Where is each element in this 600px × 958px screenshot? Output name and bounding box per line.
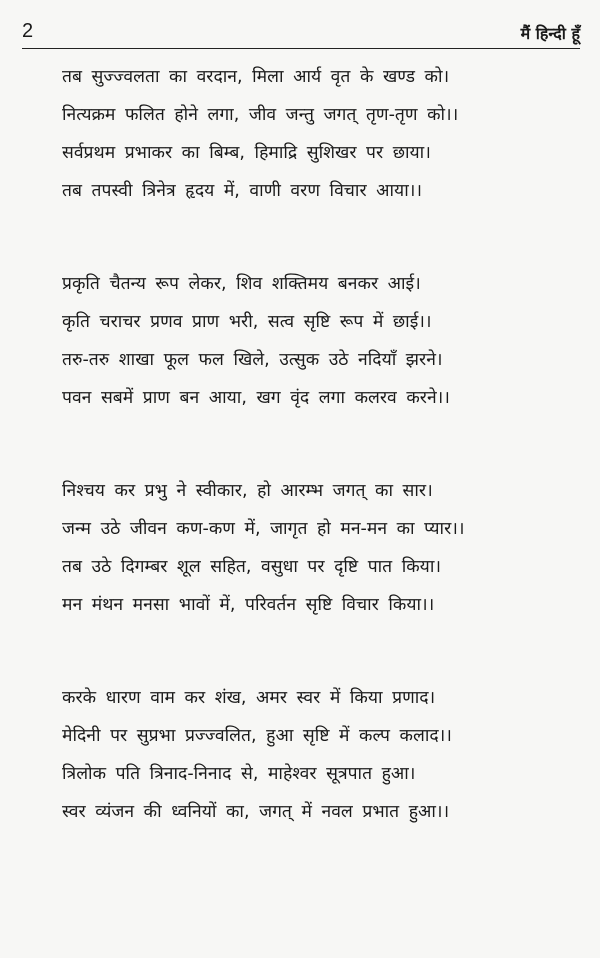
poem-line: तब सुज्ज्वलता का वरदान, मिला आर्य वृत के खण्ड को। — [62, 67, 450, 87]
poem-line: तब तपस्वी त्रिनेत्र हृदय में, वाणी वरण विचार आया।। — [62, 181, 422, 201]
stanza-4 — [62, 679, 562, 831]
poem-body — [62, 58, 562, 886]
poem-line: नित्यक्रम फलित होने लगा, जीव जन्तु जगत् तृण-तृण को।। — [62, 105, 459, 125]
header-rule — [22, 48, 580, 49]
poem-line: मेदिनी पर सुप्रभा प्रज्ज्वलित, हुआ सृष्टि में कल्प कलाद।। — [62, 726, 452, 746]
poem-line: सर्वप्रथम प्रभाकर का बिम्ब, हिमाद्रि सुशिखर पर छाया। — [62, 143, 431, 163]
page-header — [22, 20, 580, 50]
poem-line: पवन सबमें प्राण बन आया, खग वृंद लगा कलरव करने।। — [62, 388, 450, 408]
running-title: मैं हिन्दी हूँ — [520, 24, 580, 43]
poem-line: प्रकृति चैतन्य रूप लेकर, शिव शक्तिमय बनकर आई। — [62, 274, 421, 294]
poem-line: तरु-तरु शाखा फूल फल खिले, उत्सुक उठे नदियाँ झरने। — [62, 350, 443, 370]
poem-line: स्वर व्यंजन की ध्वनियों का, जगत् में नवल प्रभात हुआ।। — [62, 802, 450, 822]
poem-line: कृति चराचर प्रणव प्राण भरी, सत्व सृष्टि रूप में छाई।। — [62, 312, 432, 332]
stanza-1 — [62, 58, 562, 210]
poem-line: जन्म उठे जीवन कण-कण में, जागृत हो मन-मन का प्यार।। — [62, 519, 465, 539]
page-number: 2 — [22, 20, 34, 42]
poem-line: करके धारण वाम कर शंख, अमर स्वर में किया प्रणाद। — [62, 688, 436, 708]
stanza-3 — [62, 472, 562, 624]
poem-line: निश्चय कर प्रभु ने स्वीकार, हो आरम्भ जगत् का सार। — [62, 481, 433, 501]
poem-line: त्रिलोक पति त्रिनाद-निनाद से, माहेश्वर सूत्रपात हुआ। — [62, 764, 416, 784]
poem-line: तब उठे दिगम्बर शूल सहित, वसुधा पर दृष्टि पात किया। — [62, 557, 441, 577]
poem-line: मन मंथन मनसा भावों में, परिवर्तन सृष्टि विचार किया।। — [62, 595, 435, 615]
stanza-2 — [62, 265, 562, 417]
